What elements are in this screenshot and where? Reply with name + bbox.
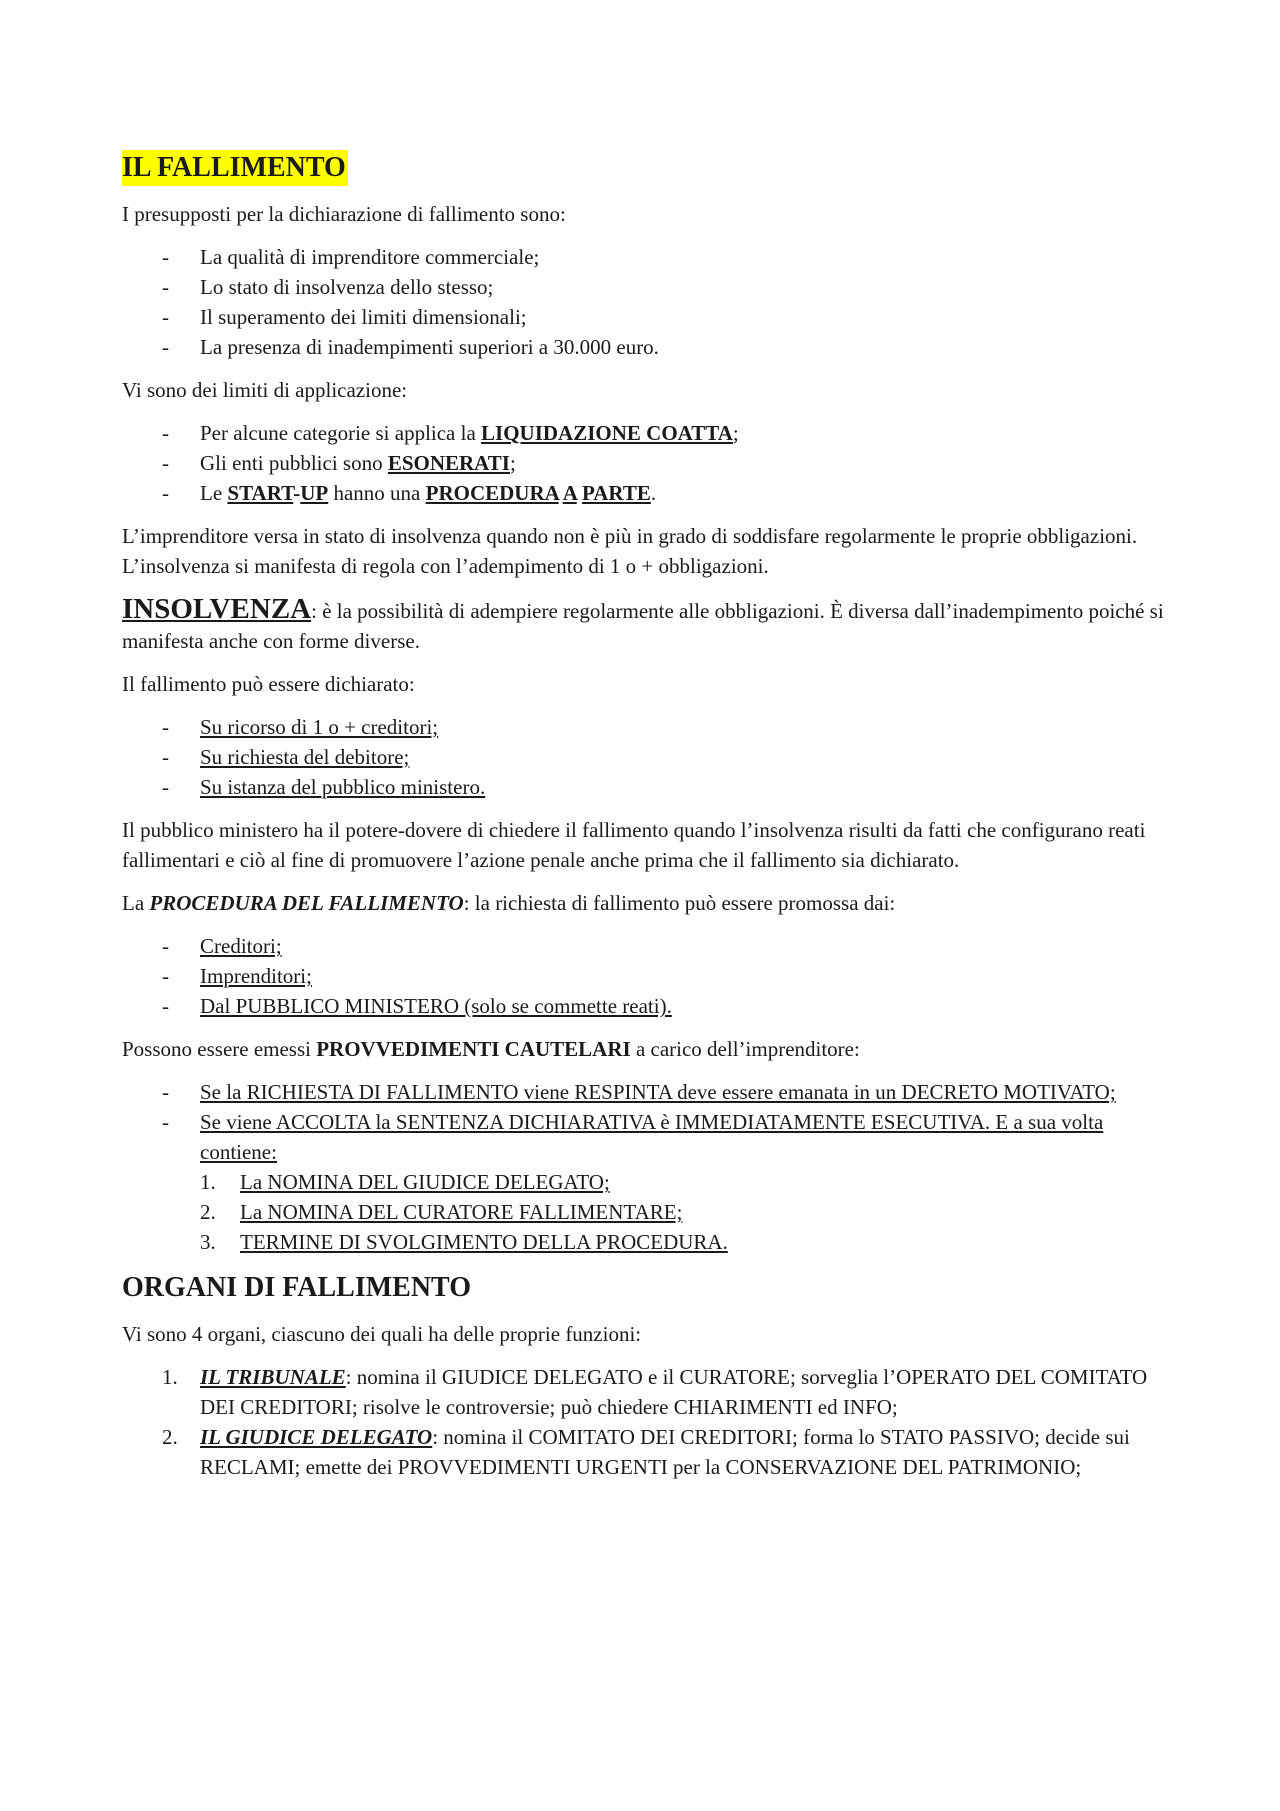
list-item: 1. IL TRIBUNALE: nomina il GIUDICE DELEGATO e il CURATORE; sorveglia l’OPERATO DEL COMITATO DEI CREDITORI; risolve le controversie; può chiedere CHIARIMENTI ed INFO; [122,1362,1172,1422]
list-item: 2. IL GIUDICE DELEGATO: nomina il COMITATO DEI CREDITORI; forma lo STATO PASSIVO; decide sui RECLAMI; emette dei PROVVEDIMENTI URGENTI per la CONSERVAZIONE DEL PATRIMONIO; [122,1422,1172,1482]
insolvenza-paragraph: L’imprenditore versa in stato di insolvenza quando non è più in grado di soddisfare regolarmente le proprie obbligazioni. L’insolvenza si manifesta di regola con l’adempimento di 1 o + obbligazioni. [122,524,1138,578]
dash-marker: - [162,305,169,329]
dash-marker: - [162,1110,169,1134]
list-item: 3. TERMINE DI SVOLGIMENTO DELLA PROCEDURA. [122,1227,1172,1257]
list-item: - La presenza di inadempimenti superiori a 30.000 euro. [122,332,1172,362]
limiti-list [122,418,1172,508]
organo-term: IL GIUDICE DELEGATO [200,1425,433,1449]
dash-marker: - [162,451,169,475]
list-item: - Gli enti pubblici sono ESONERATI; [122,448,1172,478]
procedura-term: PROCEDURA DEL FALLIMENTO [149,891,464,915]
list-item: - Creditori; [122,931,1172,961]
dichiarato-intro: Il fallimento può essere dichiarato: [122,672,415,696]
sentenza-contents-list [122,1167,1172,1257]
presupposti-intro: I presupposti per la dichiarazione di fallimento sono: [122,202,566,226]
insolvenza-term: INSOLVENZA [122,593,312,625]
procedura-intro: La PROCEDURA DEL FALLIMENTO: la richiesta di fallimento può essere promossa dai: [122,891,896,915]
list-item: - Lo stato di insolvenza dello stesso; [122,272,1172,302]
limiti-intro: Vi sono dei limiti di applicazione: [122,378,408,402]
document-page [122,150,1172,1482]
pm-paragraph: Il pubblico ministero ha il potere-dovere di chiedere il fallimento quando l’insolvenza risulti da fatti che configurano reati fallimentari e ciò al fine di promuovere l’azione penale anche prima che il fallimento sia dichiarato. [122,818,1146,872]
dash-marker: - [162,745,169,769]
list-item: - Su richiesta del debitore; [122,742,1172,772]
number-marker: 1. [162,1365,178,1389]
cautelari-term: PROVVEDIMENTI CAUTELARI [316,1037,631,1061]
cautelari-intro: Possono essere emessi PROVVEDIMENTI CAUTELARI a carico dell’imprenditore: [122,1037,860,1061]
list-item: - Su istanza del pubblico ministero. [122,772,1172,802]
list-item: - Se viene ACCOLTA la SENTENZA DICHIARATIVA è IMMEDIATAMENTE ESECUTIVA. E a sua volta contiene: [122,1107,1172,1167]
organi-heading: ORGANI DI FALLIMENTO [122,1272,472,1303]
dichiarato-list [122,712,1172,802]
number-marker: 2. [162,1425,178,1449]
list-item: - Su ricorso di 1 o + creditori; [122,712,1172,742]
list-item: 1. La NOMINA DEL GIUDICE DELEGATO; [122,1167,1172,1197]
list-item: - La qualità di imprenditore commerciale; [122,242,1172,272]
organi-list [122,1362,1172,1482]
page-title: IL FALLIMENTO [122,150,348,186]
dash-marker: - [162,275,169,299]
organo-term: IL TRIBUNALE [200,1365,346,1389]
number-marker: 3. [200,1230,216,1254]
list-item: 2. La NOMINA DEL CURATORE FALLIMENTARE; [122,1197,1172,1227]
number-marker: 2. [200,1200,216,1224]
list-item: - Le START-UP hanno una PROCEDURA A PARTE. [122,478,1172,508]
dash-marker: - [162,421,169,445]
organi-intro: Vi sono 4 organi, ciascuno dei quali ha delle proprie funzioni: [122,1322,642,1346]
dash-marker: - [162,775,169,799]
dash-marker: - [162,964,169,988]
dash-marker: - [162,715,169,739]
list-item: - Imprenditori; [122,961,1172,991]
dash-marker: - [162,245,169,269]
list-item: - Il superamento dei limiti dimensionali; [122,302,1172,332]
cautelari-list [122,1077,1172,1167]
list-item: - Per alcune categorie si applica la LIQUIDAZIONE COATTA; [122,418,1172,448]
insolvenza-definition: INSOLVENZA: è la possibilità di adempiere regolarmente alle obbligazioni. È diversa dall’inadempimento poiché si manifesta anche con forme diverse. [122,593,1164,653]
presupposti-list [122,242,1172,362]
number-marker: 1. [200,1170,216,1194]
dash-marker: - [162,994,169,1018]
list-item: - Se la RICHIESTA DI FALLIMENTO viene RESPINTA deve essere emanata in un DECRETO MOTIVATO; [122,1077,1172,1107]
dash-marker: - [162,1080,169,1104]
dash-marker: - [162,481,169,505]
list-item: - Dal PUBBLICO MINISTERO (solo se commette reati). [122,991,1172,1021]
dash-marker: - [162,335,169,359]
procedura-list [122,931,1172,1021]
dash-marker: - [162,934,169,958]
